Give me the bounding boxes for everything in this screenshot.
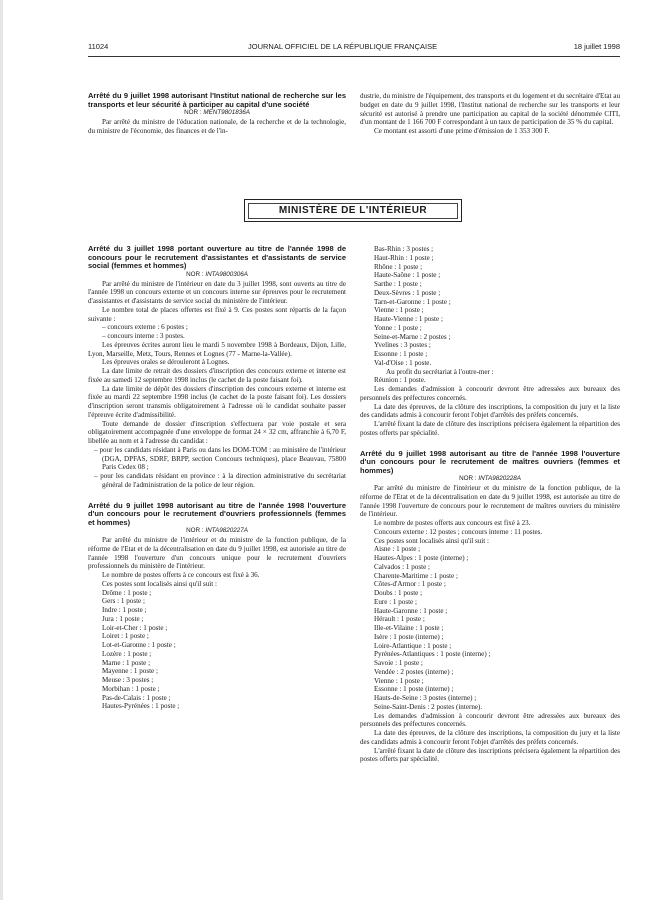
list-item: Vienne : 1 poste ; [374, 306, 424, 315]
list-item: Drôme : 1 poste ; [102, 588, 152, 597]
nor-label: NOR : [186, 270, 204, 278]
list-item: Seine-et-Marne : 2 postes ; [374, 332, 451, 341]
list-item: Hautes-Pyrénées : 1 poste ; [102, 702, 180, 711]
list-item: Meuse : 3 postes ; [102, 676, 154, 685]
paragraph: Les épreuves orales se dérouleront à Lognes. [102, 358, 230, 367]
list-item: Doubs : 1 poste ; [374, 589, 423, 598]
list-item: Haute-Saône : 1 poste ; [374, 271, 441, 280]
paragraph: Le nombre de postes offerts aux concours est fixé à 23. [374, 519, 531, 528]
ministry-title: MINISTÈRE DE L'INTÉRIEUR [248, 203, 458, 219]
journal-title: JOURNAL OFFICIEL DE LA RÉPUBLIQUE FRANÇAISE [248, 42, 438, 51]
paragraph: Ce montant est assorti d'une prime d'émission de 1 353 300 F. [374, 127, 550, 135]
paragraph: La date limite de dépôt des dossiers d'inscription des concours externe et interne est fixée au mardi 22 septembre 1998 inclus (le cachet de la poste faisant foi). Les dossiers d'inscription seront transmis obligatoirement à l'adresse où le candidat souhaite passer l'épreuve écrite d'admissibilité. [88, 384, 346, 419]
paragraph: Au profit du secrétariat à l'outre-mer : [386, 367, 494, 376]
list-item: Pyrénées-Atlantiques : 1 poste (interne) ; [374, 650, 491, 659]
nor-reference [88, 271, 346, 280]
paragraph: Le nombre de postes offerts à ce concours est fixé à 36. [102, 571, 260, 580]
article-title: Arrêté du 9 juillet 1998 autorisant au titre de l'année 1998 l'ouverture d'un concours pour le recrutement d'ouvriers professionnels (femmes et hommes) [88, 500, 346, 527]
list-item: Haute-Vienne : 1 poste ; [374, 315, 443, 323]
posts-list [88, 589, 346, 712]
page-header [88, 42, 620, 54]
list-item: Essonne : 1 poste ; [374, 350, 428, 358]
list-item: – concours interne : 3 postes. [102, 332, 185, 341]
paragraph: Toute demande de dossier d'inscription s'effectuera par voie postale et sera obligatoirement accompagnée d'une enveloppe de format 24 × 32 cm, affranchie à 6,70 F, libellée au nom et à l'adresse du candidat : [88, 419, 346, 446]
right-column [360, 245, 620, 764]
list-item: Eure : 1 poste ; [374, 597, 417, 606]
list-item: Isère : 1 poste (interne) ; [374, 632, 444, 641]
list-item: Yonne : 1 poste ; [374, 323, 422, 332]
paragraph: Par arrêté du ministre de l'intérieur en date du 3 juillet 1998, sont ouverts au titre de l'année 1998 un concours externe et un concours interne sur épreuves pour le recrutement d'assistantes et d'assistants de service social du ministère de l'intérieur. [88, 279, 346, 306]
list-item: Jura : 1 poste ; [102, 614, 144, 623]
nor-code: INTA9800306A [205, 270, 248, 278]
list-item: Bas-Rhin : 3 postes ; [374, 245, 434, 253]
list-item: Pas-de-Calais : 1 poste ; [102, 693, 171, 702]
nor-code: INTA9820227A [205, 527, 248, 535]
nor-label: NOR : [184, 109, 202, 117]
list-item: Val-d'Oise : 1 poste. [374, 358, 432, 367]
list-item: Hauts-de-Seine : 3 postes (interne) ; [374, 694, 477, 703]
article-block [360, 450, 620, 765]
paragraph: Les demandes d'admission à concourir devront être adressées aux bureaux des personnels des préfectures concernés. [360, 385, 620, 402]
list-item: Lozère : 1 poste ; [102, 649, 152, 658]
list-item: Réunion : 1 poste. [374, 376, 426, 385]
article-block [88, 502, 346, 712]
paragraph: La date des épreuves, de la clôture des inscriptions, la composition du jury et la liste des candidats admis à concourir feront l'objet d'arrêtés des préfets concernés. [360, 729, 620, 746]
list-item: Indre : 1 poste ; [102, 606, 147, 615]
paragraph: L'arrêté fixant la date de clôture des inscriptions précisera également la répartition des postes offerts par spécialité. [360, 420, 620, 437]
list-item: Mayenne : 1 poste ; [102, 667, 158, 676]
list-item: Côtes-d'Armor : 1 poste ; [374, 580, 446, 589]
list-item: – pour les candidats résidant à Paris ou dans les DOM-TOM : au ministère de l'intérieur (DGA, DPFAS, SDRF, BRPP, section Concours techniques), place Beauvau, 75800 Paris Cedex 08 ; [94, 445, 346, 472]
paragraph: Par arrêté du ministre de l'intérieur et du ministre de la fonction publique, de la réforme de l'Etat et de la décentralisation en date du 9 juillet 1998, est autorisée au titre de l'année 1998 l'ouverture d'un concours unique pour le recrutement d'ouvriers professionnels du ministère de l'intérieur. [88, 536, 346, 571]
nor-label: NOR : [186, 527, 204, 535]
article-citi-left [88, 92, 346, 135]
paragraph: Ces postes sont localisés ainsi qu'il suit : [374, 536, 489, 545]
paragraph: La date limite de retrait des dossiers d'inscription des concours externe et interne est fixée au samedi 12 septembre 1998 inclus (le cachet de la poste faisant foi). [88, 367, 346, 384]
list-item: Hérault : 1 poste ; [374, 615, 425, 624]
list-item: Morbihan : 1 poste ; [102, 684, 160, 693]
list-item: – pour les candidats résidant en province : à la direction administrative du secrétariat général de l'administration de la police de leur région. [94, 472, 346, 489]
paragraph: Ces postes sont localisés ainsi qu'il suit : [102, 579, 217, 588]
header-rule [88, 56, 620, 57]
article-citi-right [360, 92, 620, 136]
list-item: Hautes-Alpes : 1 poste (interne) ; [374, 554, 469, 563]
list-item: – concours externe : 6 postes ; [102, 323, 188, 332]
list-item: Calvados : 1 poste ; [374, 562, 430, 571]
list-item: Haut-Rhin : 1 poste ; [374, 253, 434, 262]
list-item: Essonne : 1 poste (interne) ; [374, 685, 454, 694]
paragraph: Les demandes d'admission à concourir devront être adressées aux bureaux des personnels des préfectures concernés. [360, 711, 620, 729]
list-item: Haute-Garonne : 1 poste ; [374, 606, 448, 615]
paragraph: Le nombre total de places offertes est fixé à 9. Ces postes sont répartis de la façon suivante : [88, 305, 346, 323]
paragraph: Les épreuves écrites auront lieu le mardi 5 novembre 1998 à Bordeaux, Dijon, Lille, Lyon, Marseille, Metz, Tours, Rennes et Lognes (77 - Marne-la-Vallée). [88, 340, 346, 358]
nor-reference [88, 109, 346, 118]
paragraph: L'arrêté fixant la date de clôture des inscriptions précisera également la répartition des postes offerts par spécialité. [360, 746, 620, 764]
list-item: Lot-et-Garonne : 1 poste ; [102, 641, 176, 650]
list-item: Aisne : 1 poste ; [374, 545, 421, 554]
list-item: Loir-et-Cher : 1 poste ; [102, 623, 168, 632]
nor-reference [88, 527, 346, 536]
paragraph: Par arrêté du ministre de l'intérieur et du ministre de la fonction publique, de la réforme de l'Etat et de la décentralisation en date du 9 juillet 1998, est autorisée au titre de l'année 1998 l'ouverture de concours pour le recrutement de maîtres ouvriers du ministère de l'intérieur. [360, 484, 620, 519]
list-item: Rhône : 1 poste ; [374, 262, 423, 271]
list-item: Savoie : 1 poste ; [374, 659, 423, 668]
article-title: Arrêté du 3 juillet 1998 portant ouverture au titre de l'année 1998 de concours pour le recrutement d'assistantes et d'assistants de service social (femmes et hommes) [88, 244, 346, 271]
list-item: Tarn-et-Garonne : 1 poste ; [374, 297, 451, 306]
nor-code: MENT9801836A [203, 109, 250, 117]
article-title: Arrêté du 9 juillet 1998 autorisant au titre de l'année 1998 l'ouverture d'un concours pour le recrutement de maîtres ouvriers (femmes et hommes) [360, 448, 620, 475]
list-item: Gers : 1 poste ; [102, 597, 145, 606]
list-item: Sarthe : 1 poste ; [374, 280, 422, 288]
list-item: Deux-Sèvres : 1 poste ; [374, 288, 441, 297]
list-item: Yvelines : 3 postes ; [374, 341, 431, 350]
list-item: Seine-Saint-Denis : 2 postes (interne). [374, 702, 483, 711]
list-item: Ille-et-Vilaine : 1 poste ; [374, 624, 444, 633]
posts-list [360, 545, 620, 711]
left-column [88, 245, 346, 711]
page-number: 11024 [88, 42, 109, 51]
paragraph: Par arrêté du ministre de l'éducation nationale, de la recherche et de la technologie, du ministre de l'économie, des finances et de l'in- [88, 117, 346, 135]
paragraph: Concours externe : 12 postes ; concours interne : 11 postes. [374, 527, 543, 536]
list-item: Charente-Maritime : 1 poste ; [374, 571, 458, 580]
nor-label: NOR : [459, 475, 477, 483]
nor-reference [360, 475, 620, 484]
ministry-heading [244, 199, 462, 222]
list-item: Vienne : 1 poste ; [374, 676, 424, 685]
list-item: Marne : 1 poste ; [102, 658, 151, 667]
nor-code: INTA9820228A [478, 475, 521, 483]
scan-margin [0, 0, 3, 900]
list-item: Vendée : 2 postes (interne) ; [374, 667, 454, 676]
paragraph: dustrie, du ministre de l'équipement, des transports et du logement et du secrétaire d'Etat au budget en date du 9 juillet 1998, l'Institut national de recherche sur les transports et leur sécurité est autorisé à prendre une participation au capital de la société dénommée CITI, d'un montant de 1 166 700 F correspondant à un taux de participation de 35 % du capital. [360, 92, 620, 127]
article-title: Arrêté du 9 juillet 1998 autorisant l'Institut national de recherche sur les transports et leur sécurité à participer au capital d'une société [88, 91, 346, 109]
paragraph: La date des épreuves, de la clôture des inscriptions, la composition du jury et la liste des candidats admis à concourir feront l'objet d'arrêtés des préfets concernés. [360, 402, 620, 420]
posts-list-continued [360, 245, 620, 368]
list-item: Loiret : 1 poste ; [102, 632, 149, 641]
issue-date: 18 juillet 1998 [573, 42, 620, 51]
list-item: Loire-Atlantique : 1 poste ; [374, 641, 452, 650]
